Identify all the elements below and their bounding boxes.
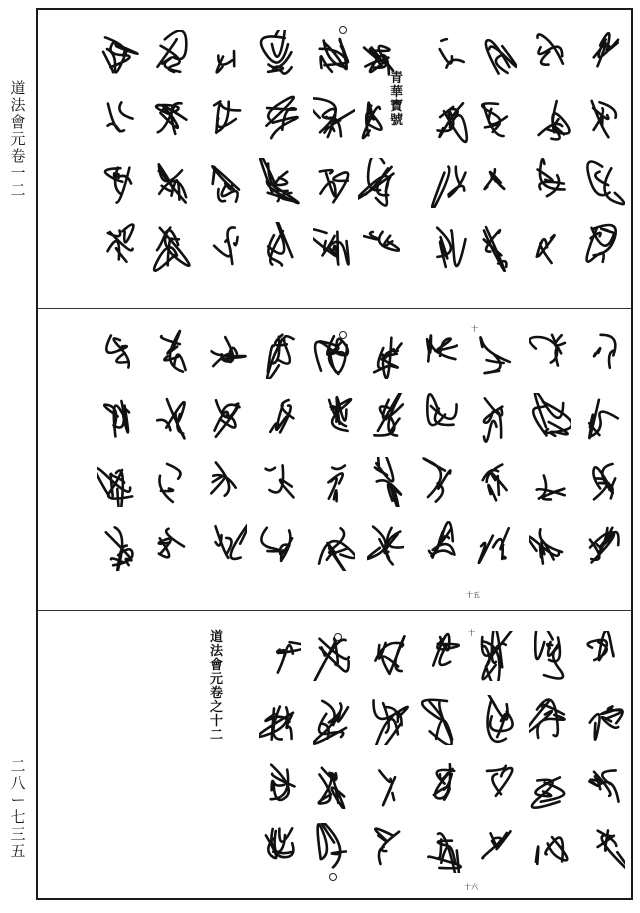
seal-glyph — [367, 759, 409, 809]
seal-column — [257, 329, 303, 571]
seal-glyph — [259, 521, 301, 571]
seal-glyph — [259, 631, 301, 681]
seal-glyph — [367, 457, 409, 507]
seal-column — [149, 329, 195, 571]
seal-glyph — [205, 222, 247, 272]
seal-glyph — [313, 158, 355, 208]
seal-glyph — [529, 695, 571, 745]
seal-glyph — [151, 158, 193, 208]
seal-glyph — [97, 521, 139, 571]
seal-glyph — [367, 695, 409, 745]
seal-glyph — [475, 457, 517, 507]
seal-glyph — [367, 631, 409, 681]
seal-column — [581, 329, 627, 571]
seal-glyph — [431, 158, 473, 208]
seal-glyph — [313, 631, 355, 681]
seal-column — [95, 329, 141, 571]
seal-glyph — [97, 158, 139, 208]
seal-glyph — [259, 329, 301, 379]
seal-column — [311, 329, 357, 571]
seal-glyph — [475, 94, 517, 144]
seal-glyph — [259, 823, 301, 873]
seal-glyph — [583, 222, 625, 272]
margin-header: 道 法 會 元 卷 一 二 — [10, 79, 26, 199]
seal-glyph — [358, 94, 400, 144]
seal-glyph — [313, 329, 355, 379]
panel-bottom — [38, 610, 631, 901]
seal-glyph — [475, 759, 517, 809]
seal-glyph — [358, 158, 400, 208]
panel-middle — [38, 308, 631, 609]
seal-glyph — [259, 94, 301, 144]
seal-glyph — [313, 393, 355, 443]
seal-glyph — [475, 30, 517, 80]
seal-glyph — [529, 521, 571, 571]
seal-column — [419, 329, 465, 571]
seal-glyph — [529, 94, 571, 144]
seal-glyph — [583, 695, 625, 745]
seal-glyph — [205, 329, 247, 379]
seal-glyph — [475, 158, 517, 208]
seal-column — [527, 30, 573, 272]
seal-glyph — [421, 521, 463, 571]
margin-page-number: 二 八 ー 七 三 五 — [10, 757, 26, 860]
seal-glyph — [259, 759, 301, 809]
seal-glyph — [583, 759, 625, 809]
note-mark-top: 十 — [471, 325, 478, 333]
seal-glyph — [475, 222, 517, 272]
page-frame — [36, 8, 633, 900]
seal-column — [311, 30, 357, 272]
note-mark-bottom: 十五 — [466, 591, 480, 599]
seal-glyph — [97, 329, 139, 379]
seal-column — [356, 30, 402, 272]
seal-column — [203, 329, 249, 571]
seal-glyph — [431, 94, 473, 144]
seal-glyph — [367, 329, 409, 379]
seal-glyph — [431, 30, 473, 80]
seal-glyph — [205, 521, 247, 571]
seal-glyph — [205, 158, 247, 208]
seal-glyph — [583, 457, 625, 507]
seal-glyph — [529, 823, 571, 873]
seal-glyph — [205, 457, 247, 507]
seal-column — [581, 30, 627, 272]
seal-glyph — [367, 521, 409, 571]
seal-column — [365, 631, 411, 873]
seal-glyph — [421, 631, 463, 681]
seal-glyph — [529, 329, 571, 379]
seal-glyph — [313, 457, 355, 507]
seal-glyph — [529, 457, 571, 507]
seal-column — [527, 329, 573, 571]
seal-glyph — [313, 30, 355, 80]
seal-column — [203, 30, 249, 272]
note-mark-top: 十 — [468, 629, 475, 637]
seal-glyph — [583, 30, 625, 80]
seal-glyph — [97, 94, 139, 144]
seal-glyph — [313, 94, 355, 144]
note-mark-bottom: 十六 — [464, 883, 478, 891]
seal-glyph — [421, 457, 463, 507]
seal-glyph — [421, 695, 463, 745]
seal-glyph — [367, 393, 409, 443]
seal-glyph — [151, 30, 193, 80]
seal-glyph — [431, 222, 473, 272]
seal-glyph — [358, 30, 400, 80]
seal-glyph — [583, 393, 625, 443]
seal-glyph — [259, 457, 301, 507]
seal-glyph — [358, 222, 400, 272]
ring-mark — [329, 873, 337, 881]
seal-glyph — [529, 158, 571, 208]
seal-column — [149, 30, 195, 272]
seal-glyph — [475, 329, 517, 379]
seal-glyph — [259, 158, 301, 208]
seal-glyph — [259, 695, 301, 745]
seal-column — [527, 631, 573, 873]
seal-glyph — [583, 631, 625, 681]
seal-glyph — [367, 823, 409, 873]
seal-glyph — [475, 521, 517, 571]
seal-glyph — [259, 222, 301, 272]
seal-glyph — [151, 94, 193, 144]
seal-column — [473, 631, 519, 873]
seal-glyph — [151, 329, 193, 379]
seal-glyph — [421, 823, 463, 873]
seal-column — [257, 631, 303, 873]
seal-column — [257, 30, 303, 272]
seal-glyph — [205, 94, 247, 144]
seal-column — [429, 30, 475, 272]
seal-glyph — [205, 30, 247, 80]
seal-column — [311, 631, 357, 873]
seal-glyph — [583, 521, 625, 571]
panel-title-daofa: 道 法 會 元 卷 之 十 二 — [210, 630, 224, 743]
seal-glyph — [421, 329, 463, 379]
seal-glyph — [529, 393, 571, 443]
seal-glyph — [97, 457, 139, 507]
seal-glyph — [583, 94, 625, 144]
seal-glyph — [583, 158, 625, 208]
seal-glyph — [151, 222, 193, 272]
seal-column — [473, 30, 519, 272]
seal-glyph — [151, 457, 193, 507]
seal-glyph — [151, 393, 193, 443]
seal-glyph — [475, 695, 517, 745]
seal-glyph — [313, 823, 355, 873]
seal-column — [95, 30, 141, 272]
seal-glyph — [475, 823, 517, 873]
seal-glyph — [313, 695, 355, 745]
seal-glyph — [151, 521, 193, 571]
seal-glyph — [475, 631, 517, 681]
panel-title-qinghua: 青 華 寶 號 — [390, 71, 404, 128]
seal-glyph — [313, 521, 355, 571]
seal-glyph — [583, 823, 625, 873]
seal-glyph — [313, 759, 355, 809]
seal-glyph — [97, 222, 139, 272]
seal-glyph — [529, 30, 571, 80]
seal-glyph — [259, 393, 301, 443]
seal-glyph — [529, 759, 571, 809]
seal-column — [365, 329, 411, 571]
seal-glyph — [205, 393, 247, 443]
seal-column — [473, 329, 519, 571]
seal-glyph — [529, 222, 571, 272]
seal-glyph — [313, 222, 355, 272]
seal-glyph — [421, 759, 463, 809]
seal-glyph — [529, 631, 571, 681]
seal-glyph — [97, 393, 139, 443]
seal-glyph — [583, 329, 625, 379]
seal-glyph — [475, 393, 517, 443]
panel-top — [38, 10, 631, 306]
seal-glyph — [259, 30, 301, 80]
seal-column — [419, 631, 465, 873]
seal-column — [581, 631, 627, 873]
seal-glyph — [97, 30, 139, 80]
seal-glyph — [421, 393, 463, 443]
